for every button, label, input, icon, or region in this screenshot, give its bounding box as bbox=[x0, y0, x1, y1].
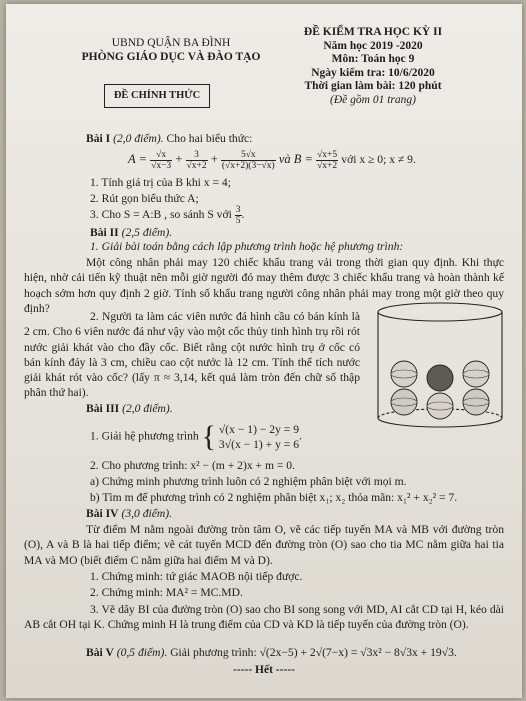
a-frac-2 bbox=[186, 150, 208, 171]
bai1-q3-den: 5 bbox=[235, 215, 241, 226]
b-frac bbox=[316, 150, 338, 171]
bai1-title: Bài I bbox=[86, 132, 111, 145]
ice-ball-4 bbox=[391, 361, 417, 387]
bai4-q1: 1. Chứng minh: tứ giác MAOB nội tiếp được. bbox=[90, 570, 303, 583]
a-frac-3-den: (√x+2)(3−√x) bbox=[221, 160, 275, 171]
bai4-points: (3,0 điểm). bbox=[121, 507, 173, 520]
a-frac-2-num: 3 bbox=[186, 150, 208, 161]
bai1-intro: Cho hai biểu thức: bbox=[166, 132, 253, 145]
formula-b-prefix: và B = bbox=[278, 152, 313, 166]
bai5-points: (0,5 điểm). bbox=[116, 646, 168, 659]
ice-ball-6 bbox=[463, 361, 489, 387]
bai2-q2-text: 2. Người ta làm các viên nước đá hình cầu có bán kính là 2 cm. Cho 6 viên nước đá như vậy vào một cốc thủy tinh hình trụ rồi rót nước giải khát vào cho đầy cốc. Biết rằng cột nước hình trụ ở cốc có bán kính đáy là 3 cm, chiều cao cột nước là 12 cm. Tính thể tích nước giải khát rót vào cốc? (lấy π ≈ 3,14, kết quả làm tròn đến chữ số thập phân thứ hai). bbox=[24, 310, 360, 400]
bai1-q3-text: 3. Cho S = A:B , so sánh S với bbox=[90, 208, 232, 221]
bai3-q1-prefix: 1. Giải hệ phương trình bbox=[90, 429, 199, 443]
equation-system bbox=[219, 422, 299, 452]
department-name: PHÒNG GIÁO DỤC VÀ ĐÀO TẠO bbox=[81, 51, 261, 63]
bai2-heading bbox=[90, 226, 172, 241]
bai1-q1: 1. Tính giá trị của B khi x = 4; bbox=[90, 176, 231, 189]
bai3-points: (2,0 điểm). bbox=[122, 402, 173, 415]
bai1-q3 bbox=[90, 204, 244, 226]
glass-cup-figure bbox=[370, 300, 510, 434]
system-end: . bbox=[299, 429, 302, 443]
official-stamp-box: ĐỀ CHÍNH THỨC bbox=[104, 84, 210, 108]
bai1-q2: 2. Rút gọn biểu thức A; bbox=[90, 192, 199, 205]
bai1-points: (2,0 điểm). bbox=[113, 132, 164, 145]
school-year: Năm học 2019 -2020 bbox=[323, 39, 423, 52]
ice-ball-2 bbox=[427, 393, 453, 419]
bai2-title: Bài II bbox=[90, 226, 119, 239]
system-line-2: 3√(x − 1) + y = 6 bbox=[218, 438, 299, 451]
bai4-q2: 2. Chứng minh: MA² = MC.MD. bbox=[90, 586, 243, 599]
bai4-q3: 3. Vẽ dây BI của đường tròn (O) sao cho BI song song với MD, AI cắt CD tại H, kéo dài AB cắt OH tại K. Chứng minh H là trung điểm của CD và KD là tiếp tuyến của đường tròn (O). bbox=[24, 603, 504, 632]
duration: Thời gian làm bài: 120 phút bbox=[304, 80, 442, 92]
bai5-line bbox=[86, 646, 457, 661]
formula-a-prefix: A = bbox=[128, 152, 147, 166]
bai1-q3-num: 3 bbox=[235, 204, 241, 215]
bai3-q2a: a) Chứng minh phương trình luôn có 2 nghiệm phân biệt với mọi m. bbox=[90, 475, 407, 488]
bai5-text: Giải phương trình: √(2x−5) + 2√(7−x) = √3x² − 8√3x + 19√3. bbox=[170, 646, 457, 659]
bai5-title: Bài V bbox=[86, 646, 114, 659]
a-frac-1-den: √x−3 bbox=[151, 160, 172, 171]
a-frac-1-num: √x bbox=[150, 150, 172, 161]
header-left bbox=[66, 36, 276, 64]
bai4-title: Bài IV bbox=[86, 507, 119, 520]
bai3-q1 bbox=[90, 422, 302, 452]
system-line-1: √(x − 1) − 2y = 9 bbox=[218, 423, 299, 436]
bai1-q3-frac bbox=[235, 205, 242, 226]
bai1-formula: A = $\frac{√x}{√x-3}$ + $\frac{3}{√x+2}$ + $\frac{5√x}{(√x+2)(3-√x)}$ và B = $\frac{√x+5}{√x+2}$ với x ≥ 0; x ≠ 9. bbox=[128, 149, 416, 171]
ice-ball-5 bbox=[427, 365, 453, 391]
page-count: (Đề gồm 01 trang) bbox=[330, 93, 416, 106]
exam-paper bbox=[6, 4, 522, 698]
bai1-condition: với x ≥ 0; x ≠ 9. bbox=[341, 153, 416, 166]
exam-title: ĐỀ KIỂM TRA HỌC KỲ II bbox=[303, 26, 443, 38]
bai2-q1-text: Một công nhân phải may 120 chiếc khẩu trang vải trong thời gian quy định. Khi thực hiện, nhờ cải tiến kỹ thuật nên mỗi giờ người đó may thêm được 3 chiếc khẩu trang và hoàn thành kế hoạch sớm hơn quy định 2 giờ. Tính số khẩu trang người công nhân phải may trong một giờ theo quy định? bbox=[24, 256, 504, 315]
a-frac-3 bbox=[221, 150, 276, 171]
a-frac-2-den: √x+2 bbox=[186, 160, 207, 171]
ice-ball-1 bbox=[391, 389, 417, 415]
header-right bbox=[288, 26, 458, 107]
a-frac-1 bbox=[150, 150, 172, 171]
bai2-q1-title: 1. Giải bài toán bằng cách lập phương trình hoặc hệ phương trình: bbox=[90, 240, 404, 253]
cup-rim bbox=[378, 303, 502, 321]
bai3-title: Bài III bbox=[86, 402, 120, 415]
bai2-points: (2,5 điểm). bbox=[121, 226, 173, 239]
bai3-q2: 2. Cho phương trình: x² − (m + 2)x + m = 0. bbox=[90, 459, 295, 472]
bai4-heading bbox=[86, 507, 172, 522]
b-frac-den: √x+2 bbox=[317, 160, 338, 171]
bai4-intro: Từ điểm M nằm ngoài đường tròn tâm O, vẽ các tiếp tuyến MA và MB với đường tròn (O), A và B là hai tiếp điểm; vẽ cát tuyến MCD đến đường tròn (O) sao cho tia MC nằm giữa hai tia MA và MO (biết điểm C nằm giữa hai điểm M và D). bbox=[24, 523, 504, 567]
a-frac-3-num: 5√x bbox=[221, 150, 276, 161]
district-name: UBND QUẬN BA ĐÌNH bbox=[111, 37, 231, 49]
end-marker: ----- Hết ----- bbox=[233, 664, 295, 676]
b-frac-num: √x+5 bbox=[317, 149, 338, 160]
system-brace: { bbox=[201, 420, 217, 453]
bai1-q3-end: . bbox=[241, 208, 245, 221]
ice-ball-3 bbox=[463, 389, 489, 415]
bai3-heading bbox=[86, 402, 173, 417]
bai3-q2b: b) Tìm m để phương trình có 2 nghiệm phân biệt x₁; x₂ thỏa mãn: x₁² + x₂² = 7. bbox=[90, 491, 458, 504]
exam-date: Ngày kiểm tra: 10/6/2020 bbox=[311, 66, 435, 79]
subject: Môn: Toán học 9 bbox=[331, 53, 415, 65]
